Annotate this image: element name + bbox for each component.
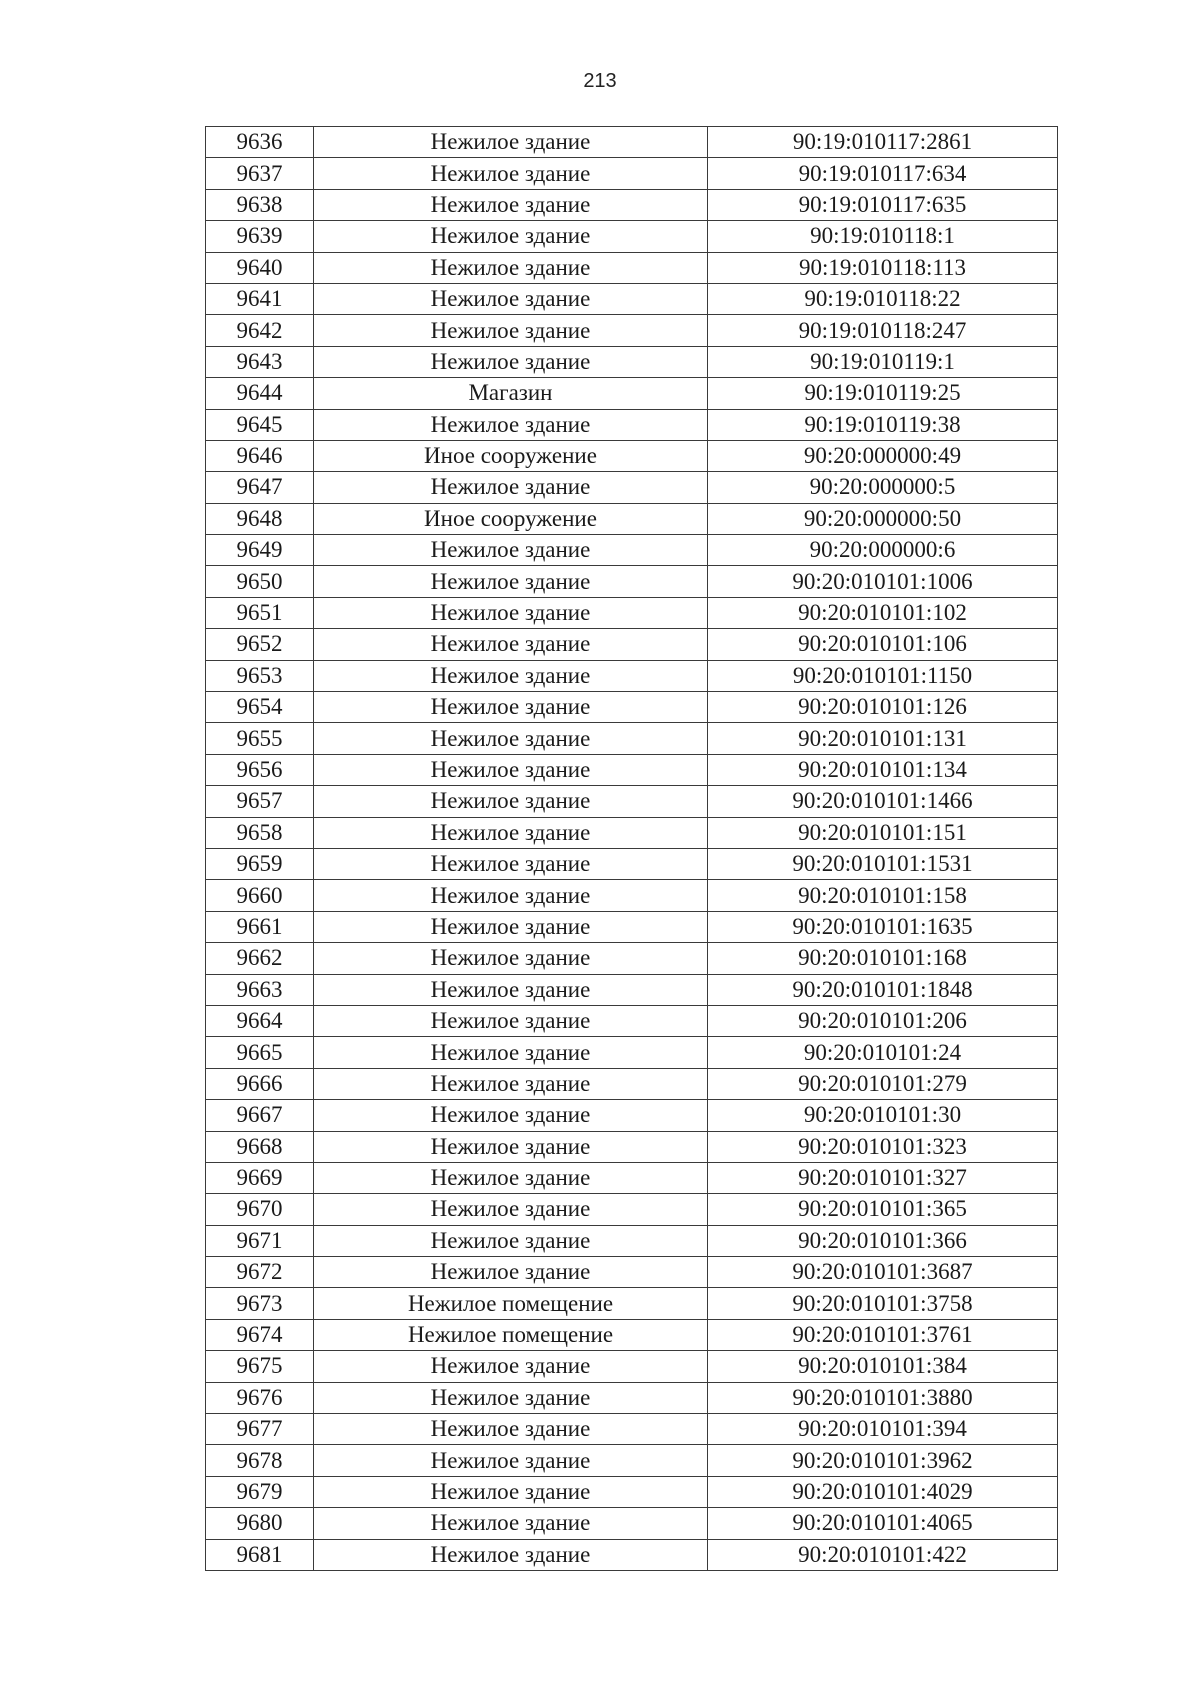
object-type-cell: Нежилое здание [314,158,708,189]
row-number-cell: 9667 [206,1100,314,1131]
object-type-cell: Нежилое здание [314,1414,708,1445]
object-type-cell: Нежилое здание [314,911,708,942]
row-number-cell: 9654 [206,692,314,723]
object-type-cell: Нежилое здание [314,127,708,158]
cadastral-number-cell: 90:19:010118:22 [708,283,1058,314]
row-number-cell: 9660 [206,880,314,911]
row-number-cell: 9640 [206,252,314,283]
cadastral-number-cell: 90:20:000000:49 [708,440,1058,471]
table-row [206,1476,1058,1507]
cadastral-number-cell: 90:20:010101:3962 [708,1445,1058,1476]
table-row [206,880,1058,911]
row-number-cell: 9649 [206,535,314,566]
cadastral-number-cell: 90:19:010117:634 [708,158,1058,189]
object-type-cell: Нежилое здание [314,1257,708,1288]
object-type-cell: Нежилое здание [314,692,708,723]
object-type-cell: Иное сооружение [314,503,708,534]
table-row [206,1351,1058,1382]
cadastral-number-cell: 90:20:010101:422 [708,1539,1058,1570]
row-number-cell: 9642 [206,315,314,346]
row-number-cell: 9675 [206,1351,314,1382]
row-number-cell: 9657 [206,786,314,817]
table-row [206,252,1058,283]
registry-table-body [206,127,1058,1571]
object-type-cell: Нежилое здание [314,472,708,503]
object-type-cell: Нежилое здание [314,1100,708,1131]
row-number-cell: 9666 [206,1068,314,1099]
cadastral-number-cell: 90:20:010101:131 [708,723,1058,754]
table-row [206,566,1058,597]
cadastral-number-cell: 90:20:010101:365 [708,1194,1058,1225]
row-number-cell: 9668 [206,1131,314,1162]
object-type-cell: Нежилое здание [314,1131,708,1162]
row-number-cell: 9638 [206,189,314,220]
row-number-cell: 9639 [206,221,314,252]
cadastral-number-cell: 90:20:010101:3687 [708,1257,1058,1288]
object-type-cell: Нежилое здание [314,1225,708,1256]
row-number-cell: 9663 [206,974,314,1005]
cadastral-number-cell: 90:19:010119:25 [708,378,1058,409]
table-row [206,692,1058,723]
table-row [206,848,1058,879]
cadastral-number-cell: 90:19:010119:1 [708,346,1058,377]
cadastral-number-cell: 90:20:010101:126 [708,692,1058,723]
cadastral-number-cell: 90:20:010101:206 [708,1005,1058,1036]
row-number-cell: 9648 [206,503,314,534]
row-number-cell: 9671 [206,1225,314,1256]
cadastral-number-cell: 90:20:010101:1848 [708,974,1058,1005]
object-type-cell: Нежилое здание [314,1508,708,1539]
table-row [206,346,1058,377]
cadastral-number-cell: 90:20:000000:6 [708,535,1058,566]
cadastral-number-cell: 90:20:010101:3758 [708,1288,1058,1319]
cadastral-number-cell: 90:20:010101:279 [708,1068,1058,1099]
object-type-cell: Нежилое здание [314,1476,708,1507]
cadastral-number-cell: 90:20:010101:394 [708,1414,1058,1445]
table-row [206,1257,1058,1288]
row-number-cell: 9653 [206,660,314,691]
table-row [206,1131,1058,1162]
cadastral-number-cell: 90:20:000000:50 [708,503,1058,534]
object-type-cell: Нежилое здание [314,566,708,597]
row-number-cell: 9673 [206,1288,314,1319]
table-row [206,1508,1058,1539]
row-number-cell: 9645 [206,409,314,440]
row-number-cell: 9651 [206,597,314,628]
row-number-cell: 9672 [206,1257,314,1288]
object-type-cell: Нежилое здание [314,786,708,817]
object-type-cell: Нежилое здание [314,1068,708,1099]
row-number-cell: 9646 [206,440,314,471]
table-row [206,817,1058,848]
object-type-cell: Нежилое здание [314,974,708,1005]
row-number-cell: 9658 [206,817,314,848]
cadastral-number-cell: 90:20:010101:168 [708,943,1058,974]
object-type-cell: Нежилое здание [314,1005,708,1036]
table-row [206,315,1058,346]
table-row [206,189,1058,220]
object-type-cell: Нежилое помещение [314,1319,708,1350]
object-type-cell: Нежилое здание [314,723,708,754]
row-number-cell: 9677 [206,1414,314,1445]
row-number-cell: 9679 [206,1476,314,1507]
table-row [206,1194,1058,1225]
object-type-cell: Иное сооружение [314,440,708,471]
cadastral-number-cell: 90:19:010117:2861 [708,127,1058,158]
row-number-cell: 9664 [206,1005,314,1036]
cadastral-number-cell: 90:20:010101:3761 [708,1319,1058,1350]
row-number-cell: 9655 [206,723,314,754]
object-type-cell: Нежилое здание [314,1351,708,1382]
row-number-cell: 9647 [206,472,314,503]
cadastral-number-cell: 90:20:010101:30 [708,1100,1058,1131]
table-row [206,974,1058,1005]
object-type-cell: Нежилое здание [314,189,708,220]
row-number-cell: 9669 [206,1162,314,1193]
row-number-cell: 9650 [206,566,314,597]
row-number-cell: 9681 [206,1539,314,1570]
row-number-cell: 9644 [206,378,314,409]
cadastral-number-cell: 90:20:010101:1466 [708,786,1058,817]
object-type-cell: Нежилое здание [314,409,708,440]
row-number-cell: 9676 [206,1382,314,1413]
table-row [206,440,1058,471]
object-type-cell: Нежилое здание [314,660,708,691]
object-type-cell: Нежилое здание [314,315,708,346]
table-row [206,629,1058,660]
object-type-cell: Нежилое здание [314,1445,708,1476]
cadastral-number-cell: 90:20:010101:327 [708,1162,1058,1193]
object-type-cell: Нежилое здание [314,880,708,911]
object-type-cell: Нежилое здание [314,1539,708,1570]
table-row [206,1539,1058,1570]
object-type-cell: Нежилое здание [314,221,708,252]
object-type-cell: Нежилое здание [314,252,708,283]
cadastral-number-cell: 90:20:010101:134 [708,754,1058,785]
cadastral-number-cell: 90:20:010101:151 [708,817,1058,848]
table-row [206,378,1058,409]
row-number-cell: 9680 [206,1508,314,1539]
table-row [206,283,1058,314]
table-row [206,127,1058,158]
table-row [206,1382,1058,1413]
cadastral-number-cell: 90:20:010101:24 [708,1037,1058,1068]
table-row [206,1068,1058,1099]
cadastral-number-cell: 90:19:010119:38 [708,409,1058,440]
row-number-cell: 9643 [206,346,314,377]
table-row [206,1005,1058,1036]
table-row [206,1414,1058,1445]
table-row [206,1037,1058,1068]
table-row [206,1100,1058,1131]
row-number-cell: 9641 [206,283,314,314]
object-type-cell: Нежилое здание [314,535,708,566]
cadastral-number-cell: 90:20:010101:1006 [708,566,1058,597]
row-number-cell: 9659 [206,848,314,879]
object-type-cell: Нежилое здание [314,754,708,785]
row-number-cell: 9678 [206,1445,314,1476]
cadastral-number-cell: 90:20:010101:366 [708,1225,1058,1256]
row-number-cell: 9662 [206,943,314,974]
registry-table [205,126,1058,1571]
cadastral-number-cell: 90:20:010101:102 [708,597,1058,628]
row-number-cell: 9670 [206,1194,314,1225]
cadastral-number-cell: 90:20:010101:384 [708,1351,1058,1382]
cadastral-number-cell: 90:19:010118:247 [708,315,1058,346]
page-number: 213 [583,70,617,92]
table-row [206,786,1058,817]
table-row [206,1288,1058,1319]
object-type-cell: Нежилое здание [314,817,708,848]
object-type-cell: Нежилое здание [314,1162,708,1193]
cadastral-number-cell: 90:20:010101:323 [708,1131,1058,1162]
table-row [206,597,1058,628]
object-type-cell: Нежилое здание [314,848,708,879]
cadastral-number-cell: 90:20:010101:158 [708,880,1058,911]
row-number-cell: 9652 [206,629,314,660]
cadastral-number-cell: 90:20:010101:1635 [708,911,1058,942]
object-type-cell: Нежилое здание [314,346,708,377]
table-row [206,535,1058,566]
cadastral-number-cell: 90:20:010101:1531 [708,848,1058,879]
object-type-cell: Нежилое здание [314,597,708,628]
object-type-cell: Нежилое здание [314,943,708,974]
table-row [206,221,1058,252]
cadastral-number-cell: 90:20:010101:1150 [708,660,1058,691]
table-row [206,1445,1058,1476]
cadastral-number-cell: 90:20:010101:106 [708,629,1058,660]
table-row [206,723,1058,754]
cadastral-number-cell: 90:20:010101:4065 [708,1508,1058,1539]
row-number-cell: 9656 [206,754,314,785]
table-row [206,1319,1058,1350]
row-number-cell: 9636 [206,127,314,158]
object-type-cell: Нежилое здание [314,629,708,660]
object-type-cell: Нежилое здание [314,283,708,314]
registry-table-container [205,126,1057,1571]
cadastral-number-cell: 90:19:010118:113 [708,252,1058,283]
object-type-cell: Нежилое здание [314,1037,708,1068]
row-number-cell: 9637 [206,158,314,189]
cadastral-number-cell: 90:20:010101:4029 [708,1476,1058,1507]
table-row [206,754,1058,785]
row-number-cell: 9665 [206,1037,314,1068]
table-row [206,1225,1058,1256]
row-number-cell: 9674 [206,1319,314,1350]
table-row [206,911,1058,942]
row-number-cell: 9661 [206,911,314,942]
table-row [206,943,1058,974]
cadastral-number-cell: 90:20:000000:5 [708,472,1058,503]
table-row [206,1162,1058,1193]
table-row [206,472,1058,503]
cadastral-number-cell: 90:19:010118:1 [708,221,1058,252]
cadastral-number-cell: 90:19:010117:635 [708,189,1058,220]
table-row [206,409,1058,440]
object-type-cell: Нежилое помещение [314,1288,708,1319]
table-row [206,503,1058,534]
cadastral-number-cell: 90:20:010101:3880 [708,1382,1058,1413]
table-row [206,660,1058,691]
object-type-cell: Магазин [314,378,708,409]
object-type-cell: Нежилое здание [314,1194,708,1225]
table-row [206,158,1058,189]
object-type-cell: Нежилое здание [314,1382,708,1413]
